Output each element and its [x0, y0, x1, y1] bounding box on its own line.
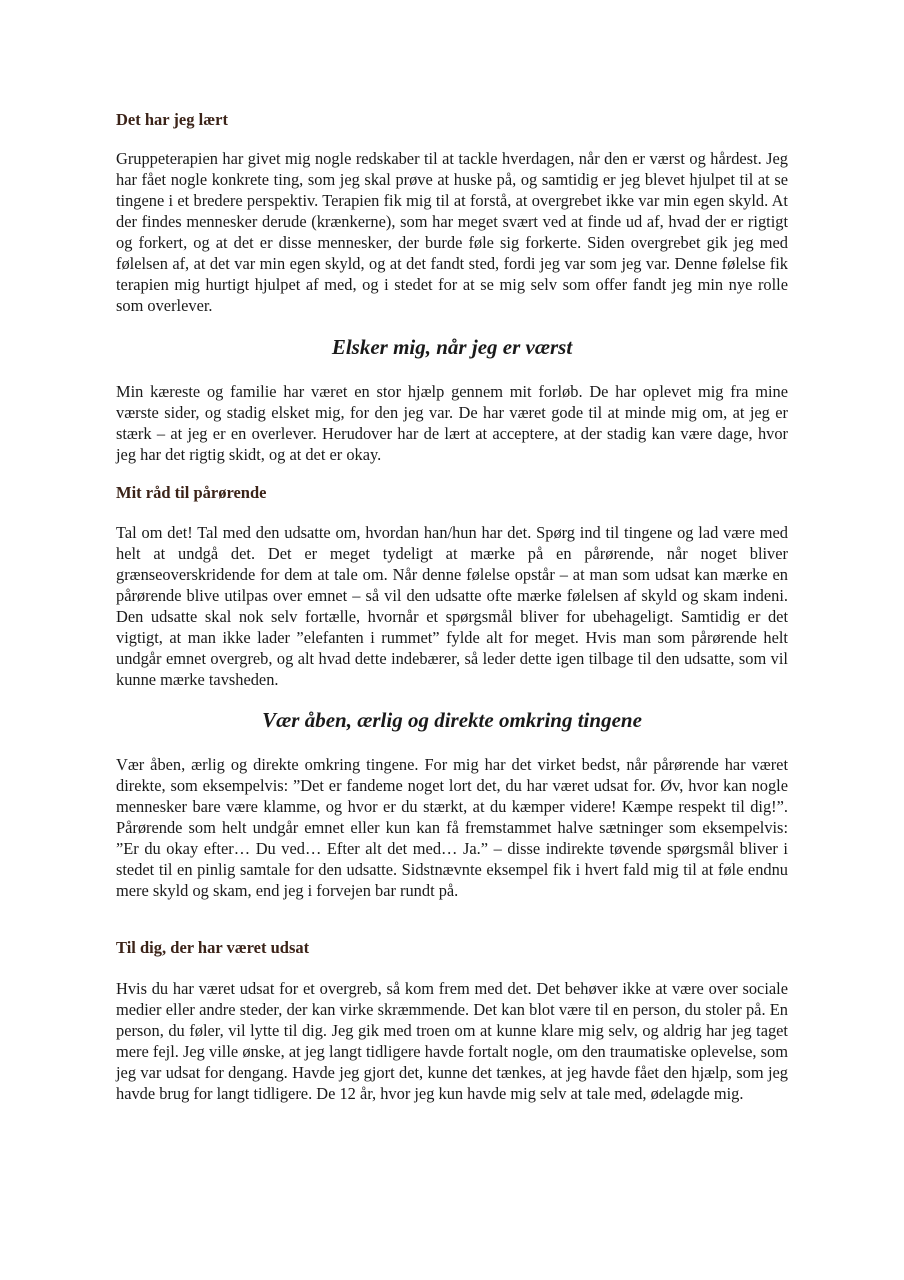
paragraph-tal-om-det: Tal om det! Tal med den udsatte om, hvordan han/hun har det. Spørg ind til tingene og lad være med helt at undgå det. Det er meget tydeligt at mærke på en pårørende, når noget bliver grænseoverskridende for dem at tale om. Når denne følelse opstår – at man som udsat kan mærke en pårørende blive utilpas over emnet – så vil den udsatte ofte mærke følelsen af skyld og skam indeni. Den udsatte skal nok selv fortælle, hvornår et spørgsmål bliver for ubehageligt. Samtidig er det vigtigt, at man ikke lader ”elefanten i rummet” fylde alt for meget. Hvis man som pårørende helt undgår emnet overgreb, og alt hvad dette indebærer, så leder dette igen tilbage til den udsatte, som vil kunne mærke tavsheden.	[116, 523, 788, 689]
section-subheading-til-dig: Til dig, der har været udsat	[116, 938, 310, 957]
paragraph-hvis-du-har: Hvis du har været udsat for et overgreb, så kom frem med det. Det behøver ikke at være over sociale medier eller andre steder, der kan virke skræmmende. Det kan blot være til en person, du stoler på. En person, du føler, vil lytte til dig. Jeg gik med troen om at kunne klare mig selv, og aldrig har jeg taget mere fejl. Jeg ville ønske, at jeg langt tidligere havde fortalt nogle, om den traumatiske oplevelse, som jeg var udsat for dengang. Havde jeg gjort det, kunne det tænkes, at jeg havde fået den hjælp, som jeg havde brug for langt tidligere. De 12 år, hvor jeg kun havde mig selv at tale med, ødelagde mig.	[116, 979, 788, 1103]
paragraph-gruppeterapien: Gruppeterapien har givet mig nogle redskaber til at tackle hverdagen, når den er værst og hårdest. Jeg har fået nogle konkrete ting, som jeg skal prøve at huske på, og samtidig er jeg blevet hjulpet til at se tingene i et bredere perspektiv. Terapien fik mig til at forstå, at overgrebet ikke var min egen skyld. At der findes mennesker derude (krænkerne), som har meget svært ved at finde ud af, hvad der er rigtigt og forkert, og at det er disse mennesker, der burde føle sig forkerte. Siden overgrebet gik jeg med følelsen af, at det var min egen skyld, og at det fandt sted, fordi jeg var som jeg var. Denne følelse fik terapien mig hurtigt hjulpet af med, og i stedet for at se mig selv som offer fandt jeg min nye rolle som overlever.	[116, 149, 788, 315]
section-subheading-mit-raad: Mit råd til pårørende	[116, 483, 267, 502]
section-heading-elsker-mig: Elsker mig, når jeg er værst	[331, 335, 573, 359]
section-heading-vaer-aaben: Vær åben, ærlig og direkte omkring tingene	[262, 708, 642, 732]
section-subheading-det-har-jeg-laert: Det har jeg lært	[116, 110, 228, 129]
paragraph-vaer-aaben: Vær åben, ærlig og direkte omkring tingene. For mig har det virket bedst, når pårørende har været direkte, som eksempelvis: ”Det er fandeme noget lort det, du har været udsat for. Øv, hvor kan nogle mennesker bare være klamme, og hvor er du stærkt, at du kæmper videre! Kæmpe respekt til dig!”. Pårørende som helt undgår emnet eller kun kan få fremstammet halve sætninger som eksempelvis: ”Er du okay efter… Du ved… Efter alt det med… Ja.” – disse indirekte tøvende spørgsmål bliver i stedet til en pinlig samtale for den udsatte. Sidstnævnte eksempel fik i hvert fald mig til at føle endnu mere skyld og skam, end jeg i forvejen bar rundt på.	[116, 755, 788, 900]
paragraph-min-kaereste: Min kæreste og familie har været en stor hjælp gennem mit forløb. De har oplevet mig fra mine værste sider, og stadig elsket mig, for den jeg var. De har været gode til at minde mig om, at jeg er stærk – at jeg er en overlever. Herudover har de lært at acceptere, at der stadig kan være dage, hvor jeg har det rigtig skidt, og at det er okay.	[116, 382, 788, 464]
